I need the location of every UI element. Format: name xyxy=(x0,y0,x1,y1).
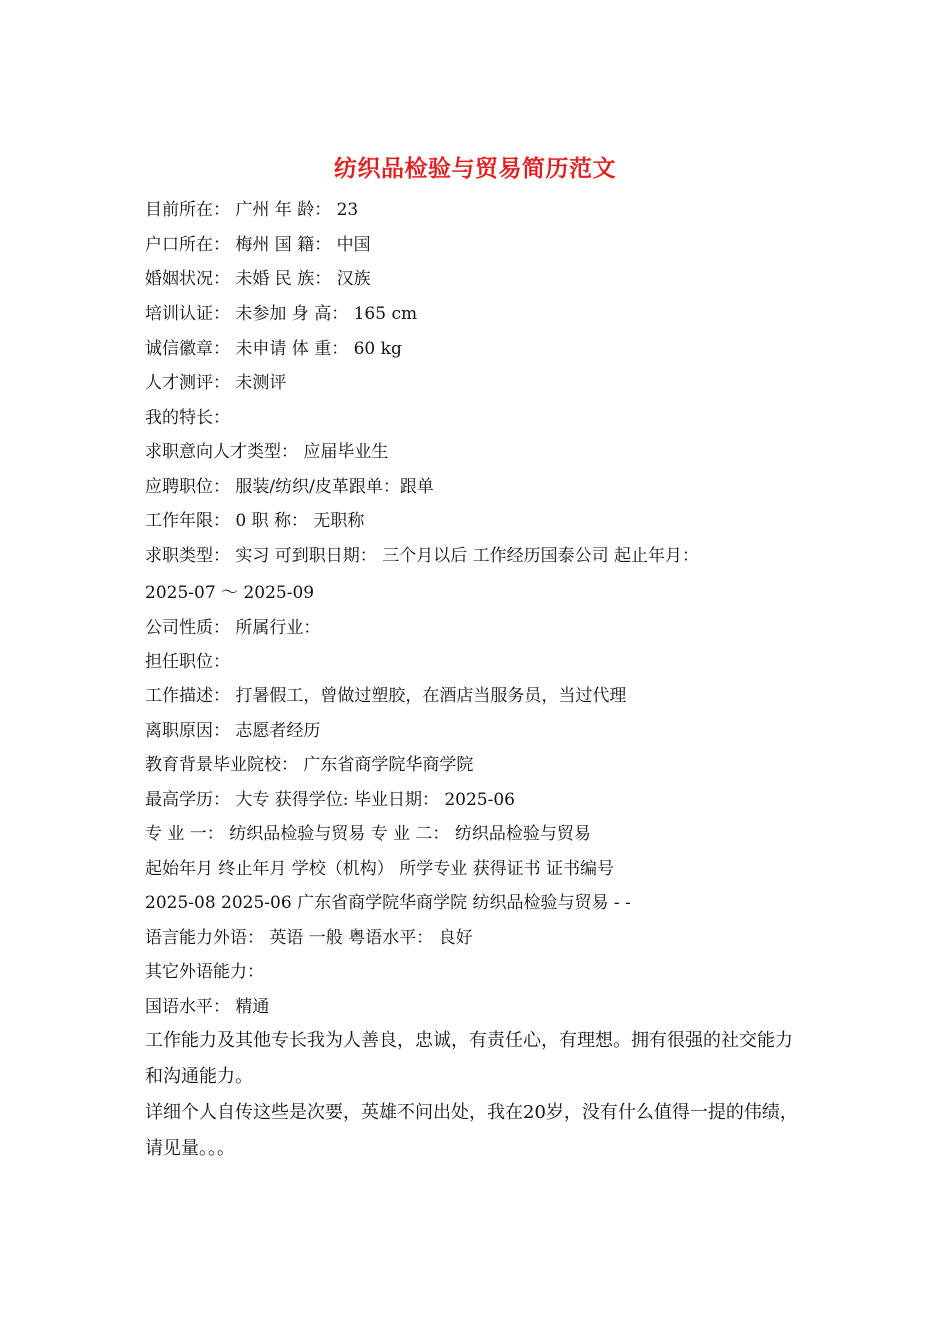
resume-line-training: 培训认证： 未参加 身 高： 165 cm xyxy=(145,304,418,324)
resume-line-company-nature: 公司性质： 所属行业： xyxy=(145,618,321,638)
resume-line-leave-reason: 离职原因： 志愿者经历 xyxy=(145,721,321,741)
resume-line-work-years: 工作年限： 0 职 称： 无职称 xyxy=(145,511,365,531)
resume-line-role: 担任职位： xyxy=(145,652,230,672)
resume-line-assessment: 人才测评： 未测评 xyxy=(145,373,287,393)
resume-line-badge: 诚信徽章： 未申请 体 重： 60 kg xyxy=(145,339,402,359)
resume-line-other-language: 其它外语能力： xyxy=(145,962,264,982)
resume-line-location: 目前所在： 广州 年 龄： 23 xyxy=(145,200,359,220)
resume-line-talent-type: 求职意向人才类型： 应届毕业生 xyxy=(145,442,389,462)
resume-line-degree: 最高学历： 大专 获得学位: 毕业日期： 2025-06 xyxy=(145,790,515,810)
resume-line-position: 应聘职位： 服装/纺织/皮革跟单：跟单 xyxy=(145,477,434,497)
resume-line-mandarin: 国语水平： 精通 xyxy=(145,997,270,1017)
resume-line-edu-row: 2025-08 2025-06 广东省商学院华商学院 纺织品检验与贸易 - - xyxy=(145,893,631,913)
resume-line-majors: 专 业 一： 纺织品检验与贸易 专 业 二： 纺织品检验与贸易 xyxy=(145,824,591,844)
resume-line-specialty: 我的特长： xyxy=(145,408,230,428)
resume-line-period: 2025-07 ～ 2025-09 xyxy=(145,583,315,603)
resume-line-marital: 婚姻状况： 未婚 民 族： 汉族 xyxy=(145,269,371,289)
resume-paragraph-autobiography: 详细个人自传这些是次要，英雄不问出处，我在20岁，没有什么值得一提的伟绩，请见量。。。 xyxy=(145,1102,798,1159)
resume-line-edu-header: 起始年月 终止年月 学校（机构） 所学专业 获得证书 证书编号 xyxy=(145,859,615,879)
resume-line-hukou: 户口所在： 梅州 国 籍： 中国 xyxy=(145,235,371,255)
resume-line-job-type: 求职类型： 实习 可到职日期： 三个月以后 工作经历国泰公司 起止年月： xyxy=(145,546,700,566)
document-title: 纺织品检验与贸易简历范文 xyxy=(334,155,616,182)
resume-line-job-desc: 工作描述： 打暑假工，曾做过塑胶，在酒店当服务员，当过代理 xyxy=(145,686,627,706)
resume-line-language: 语言能力外语： 英语 一般 粤语水平： 良好 xyxy=(145,928,473,948)
resume-line-school: 教育背景毕业院校： 广东省商学院华商学院 xyxy=(145,755,474,775)
resume-paragraph-abilities: 工作能力及其他专长我为人善良，忠诚，有责任心，有理想。拥有很强的社交能力和沟通能力。 xyxy=(145,1030,793,1087)
